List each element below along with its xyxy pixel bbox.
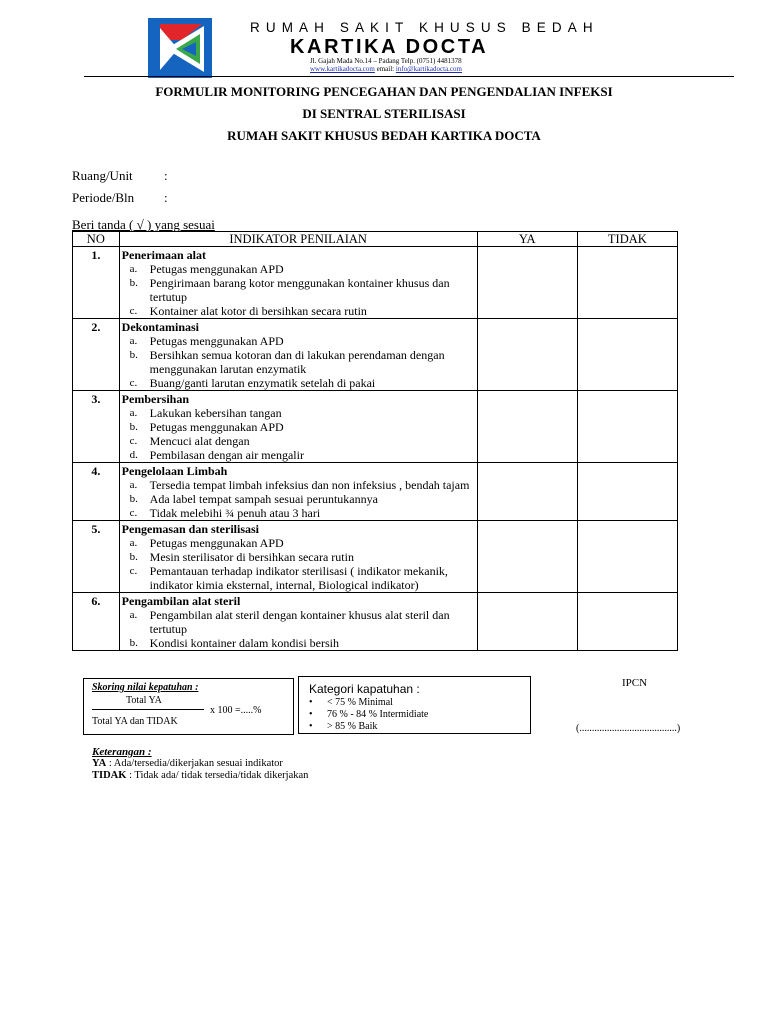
ya-checkbox-cell[interactable] — [477, 319, 577, 391]
keterangan-title: Keterangan : — [92, 746, 152, 758]
tidak-checkbox-cell[interactable] — [577, 247, 677, 319]
list-item — [120, 492, 477, 506]
section-title: Pengambilan alat steril — [121, 594, 241, 608]
hospital-name-line1: RUMAH SAKIT KHUSUS BEDAH — [250, 20, 599, 35]
list-item — [120, 506, 477, 520]
item-letter: d. — [129, 449, 138, 461]
row-number: 4. — [73, 463, 120, 521]
form-title-line2: DI SENTRAL STERILISASI — [302, 106, 466, 121]
item-text: Pengirimaan barang kotor menggunakan kontainer khusus dan tertutup — [149, 276, 450, 304]
tidak-checkbox-cell[interactable] — [577, 463, 677, 521]
item-letter: c. — [129, 305, 138, 317]
indikator-list — [120, 478, 477, 520]
form-title-line1: FORMULIR MONITORING PENCEGAHAN DAN PENGENDALIAN INFEKSI — [155, 84, 613, 99]
ruang-unit-colon: : — [164, 168, 168, 183]
table-row — [73, 247, 678, 319]
table-row — [73, 521, 678, 593]
item-letter: a. — [129, 407, 138, 419]
header-no: NO — [73, 232, 120, 247]
list-item — [120, 636, 477, 650]
monitoring-table — [72, 231, 678, 651]
header-divider — [84, 76, 734, 77]
item-text: Kontainer alat kotor di bersihkan secara rutin — [149, 304, 367, 318]
item-text: Petugas menggunakan APD — [149, 536, 284, 550]
item-text: Buang/ganti larutan enzymatik setelah di pakai — [149, 376, 376, 390]
item-text: Petugas menggunakan APD — [149, 420, 284, 434]
ya-checkbox-cell[interactable] — [477, 463, 577, 521]
tidak-checkbox-cell[interactable] — [577, 593, 677, 651]
website-link[interactable]: www.kartikadocta.com — [310, 65, 375, 73]
keterangan-ya-text: : Ada/tersedia/dikerjakan sesuai indikator — [106, 758, 283, 769]
indikator-list — [120, 262, 477, 318]
bullet-icon: • — [309, 721, 313, 732]
item-text: Tidak melebihi ¾ penuh atau 3 hari — [149, 506, 321, 520]
indikator-list — [120, 406, 477, 462]
item-text: Kondisi kontainer dalam kondisi bersih — [149, 636, 339, 650]
ruang-unit-label: Ruang/Unit — [72, 168, 133, 183]
row-number: 6. — [73, 593, 120, 651]
tidak-checkbox-cell[interactable] — [577, 319, 677, 391]
table-row — [73, 593, 678, 651]
item-text: Pengambilan alat steril dengan kontainer khusus alat steril dan tertutup — [149, 608, 450, 636]
section-title: Penerimaan alat — [121, 248, 206, 262]
keterangan-tidak-text: : Tidak ada/ tidak tersedia/tidak dikerjakan — [126, 770, 309, 781]
item-letter: b. — [129, 493, 138, 505]
section-title: Pengemasan dan sterilisasi — [121, 522, 260, 536]
indikator-cell — [119, 521, 477, 593]
ya-checkbox-cell[interactable] — [477, 391, 577, 463]
item-letter: b. — [129, 551, 138, 563]
item-letter: c. — [129, 435, 138, 447]
hospital-contact — [310, 65, 462, 73]
hospital-name-line2: KARTIKA DOCTA — [290, 36, 489, 58]
list-item — [120, 478, 477, 492]
scoring-denominator: Total YA dan TIDAK — [92, 716, 178, 727]
kategori-item-text: < 75 % Minimal — [327, 697, 393, 708]
keterangan-tidak-key: TIDAK — [92, 770, 127, 781]
indikator-cell — [119, 463, 477, 521]
ya-checkbox-cell[interactable] — [477, 593, 577, 651]
table-row — [73, 391, 678, 463]
list-item — [120, 334, 477, 348]
ya-checkbox-cell[interactable] — [477, 521, 577, 593]
item-text: Petugas menggunakan APD — [149, 262, 284, 276]
keterangan-ya-key: YA — [92, 758, 107, 769]
ya-checkbox-cell[interactable] — [477, 247, 577, 319]
hospital-address: Jl. Gajah Mada No.14 – Padang Telp. (0751) 4481378 — [310, 57, 462, 65]
keterangan-tidak — [92, 770, 308, 781]
item-letter: c. — [129, 507, 138, 519]
email-label: email: — [374, 65, 396, 73]
item-letter: b. — [129, 637, 138, 649]
section-title: Dekontaminasi — [121, 320, 200, 334]
bullet-icon: • — [309, 709, 313, 720]
header-tidak: TIDAK — [577, 232, 677, 247]
periode-label: Periode/Bln — [72, 190, 135, 205]
item-letter: b. — [129, 277, 138, 289]
kategori-item-text: > 85 % Baik — [327, 721, 378, 732]
scoring-numerator: Total YA — [126, 695, 162, 706]
item-text: Lakukan kebersihan tangan — [149, 406, 282, 420]
item-text: Bersihkan semua kotoran dan di lakukan perendaman dengan menggunakan larutan enzymatik — [149, 348, 445, 376]
list-item — [120, 536, 477, 550]
kategori-item — [309, 697, 428, 709]
periode-field — [72, 190, 168, 206]
indikator-cell — [119, 593, 477, 651]
header-indikator: INDIKATOR PENILAIAN — [119, 232, 477, 247]
indikator-cell — [119, 247, 477, 319]
item-text: Ada label tempat sampah sesuai peruntukannya — [149, 492, 378, 506]
table-row — [73, 463, 678, 521]
item-letter: c. — [129, 377, 138, 389]
indikator-list — [120, 608, 477, 650]
fraction-line — [92, 709, 204, 710]
list-item — [120, 420, 477, 434]
ruang-unit-field — [72, 168, 168, 184]
scoring-multiplier: x 100 =.....% — [210, 705, 262, 716]
kategori-title: Kategori kapatuhan : — [309, 682, 420, 696]
item-text: Pembilasan dengan air mengalir — [149, 448, 304, 462]
keterangan-ya — [92, 758, 283, 769]
bullet-icon: • — [309, 697, 313, 708]
item-letter: b. — [129, 421, 138, 433]
item-letter: b. — [129, 349, 138, 361]
indikator-cell — [119, 319, 477, 391]
list-item — [120, 448, 477, 462]
item-letter: a. — [129, 609, 138, 621]
item-letter: a. — [129, 263, 138, 275]
section-title: Pengelolaan Limbah — [121, 464, 228, 478]
item-text: Pemantauan terhadap indikator sterilisasi ( indikator mekanik, indikator kimia eksternal, internal, Biological indikator) — [149, 564, 448, 592]
item-text: Mencuci alat dengan — [149, 434, 250, 448]
instruction-text: Beri tanda ( √ ) yang sesuai — [72, 217, 215, 232]
item-letter: a. — [129, 537, 138, 549]
item-text: Mesin sterilisator di bersihkan secara rutin — [149, 550, 354, 564]
scoring-box — [83, 678, 294, 735]
list-item — [120, 304, 477, 318]
kategori-item — [309, 721, 428, 733]
table-header-row — [73, 232, 678, 247]
item-text: Tersedia tempat limbah infeksius dan non infeksius , bendah tajam — [149, 478, 470, 492]
list-item — [120, 348, 477, 376]
form-title-line3: RUMAH SAKIT KHUSUS BEDAH KARTIKA DOCTA — [227, 128, 541, 143]
list-item — [120, 550, 477, 564]
kategori-list — [309, 697, 428, 733]
kategori-item-text: 76 % - 84 % Intermidiate — [327, 709, 429, 720]
list-item — [120, 406, 477, 420]
row-number: 3. — [73, 391, 120, 463]
table-row — [73, 319, 678, 391]
row-number: 5. — [73, 521, 120, 593]
scoring-title: Skoring nilai kepatuhan : — [92, 682, 199, 693]
kategori-box — [298, 676, 531, 734]
row-number: 1. — [73, 247, 120, 319]
indikator-cell — [119, 391, 477, 463]
tidak-checkbox-cell[interactable] — [577, 391, 677, 463]
list-item — [120, 376, 477, 390]
list-item — [120, 564, 477, 592]
periode-colon: : — [164, 190, 168, 205]
kategori-item — [309, 709, 428, 721]
ipcn-label: IPCN — [622, 677, 648, 689]
row-number: 2. — [73, 319, 120, 391]
section-title: Pembersihan — [121, 392, 190, 406]
item-letter: c. — [129, 565, 138, 577]
list-item — [120, 262, 477, 276]
item-letter: a. — [129, 479, 138, 491]
item-letter: a. — [129, 335, 138, 347]
item-text: Petugas menggunakan APD — [149, 334, 284, 348]
email-link[interactable]: info@kartikadocta.com — [395, 65, 462, 73]
list-item — [120, 276, 477, 304]
signature-line: (.......................................) — [576, 723, 681, 734]
list-item — [120, 434, 477, 448]
list-item — [120, 608, 477, 636]
hospital-logo — [148, 18, 212, 78]
tidak-checkbox-cell[interactable] — [577, 521, 677, 593]
indikator-list — [120, 536, 477, 592]
indikator-list — [120, 334, 477, 390]
header-ya: YA — [477, 232, 577, 247]
